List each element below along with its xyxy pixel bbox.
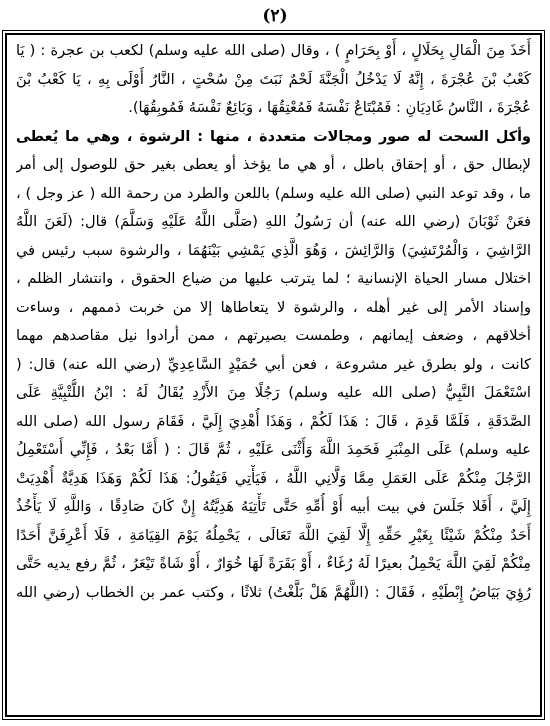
text-line: مِنْكُمْ لَقِيَ اللَّهَ يَحْمِلُ بعيرًا لَهُ رُغَاءٌ ، أَوْ بَقَرَةً لَهَا خُوَارٌ ، أَوْ شَاةً تَيْعَرُ ، ثُمَّ رفع يديه حَتَّى	[16, 555, 531, 572]
text-line: عُجْرَةَ ، النَّاسُ غَادِيَانِ : فَمُبْتَاعٌ نَفْسَهُ فَمُعْتِقُهَا ، وَبَائِعٌ نَفْسَهُ فَمُوبِقُهَا).	[128, 99, 531, 116]
text-line: الصَّدَقَةِ ، فَلَمَّا قَدِمَ ، قَالَ : هَذَا لَكُمْ ، وَهَذَا أُهْدِيَ إِلَيَّ ، فَقَامَ رسول الله (صلى الله	[16, 412, 531, 430]
text-line: اسْتَعْمَلَ النَّبِيُّ (صلى الله عليه وسلم) رَجُلًا مِنَ الأَزْدِ يُقَالُ لَهُ : ابْنُ اللُّتْبِيَّةِ عَلَى	[16, 384, 531, 401]
text-line: لإبطال حق ، أو إحقاق باطل ، أو هي ما يؤخذ أو يعطى بغير حق للوصول إلى أمر	[16, 156, 531, 173]
text-line: كانت ، ولو بطرق غير مشروعة ، فعن أبي حُمَيْدٍ السَّاعِدِيِّ (رضي الله عنه) قال: (	[16, 355, 531, 373]
text-line: اختلال مسار الحياة الإنسانية ؛ لما يترتب عليها من ضياع الحقوق ، وانتشار الظلم ،	[16, 270, 531, 287]
text-line: أَخَذَ مِنَ الْمَالِ بِحَلَالٍ ، أَوْ بِحَرَامٍ ) ، وقال (صلى الله عليه وسلم) لكعب بن عجرة : ( يَا	[16, 42, 531, 59]
text-line: رُؤِيَ بَيَاضُ إِبْطَيْهِ ، فَقَالَ : (اللَّهُمَّ هَلْ بَلَّغْتُ) ثلاثًا ، وكتب عمر بن الخطاب (رضي الله	[16, 583, 531, 601]
text-line: عليه وسلم) عَلَى المِنْبَرِ فَحَمِدَ اللَّهَ وَأَثْنَى عَلَيْهِ ، ثُمَّ قَالَ : ( أَمَّا بَعْدُ ، فَإِنِّي أَسْتَعْمِلُ	[16, 441, 531, 458]
text-line: الرَّجُلَ مِنْكُمْ عَلَى العَمَلِ مِمَّا وَلَّانِي اللَّهُ ، فَيَأْتِي فَيَقُولُ: هَذَا لَكُمْ وَهَذَا هَدِيَّةٌ أُهْدِيَتْ	[16, 469, 531, 487]
text-line: وإسناد الأمر إلى غير أهله ، والرشوة لا يتعاطاها إلا من خربت ذممهم ، وساءت	[16, 298, 531, 316]
text-line: إِلَيَّ ، أَفَلا جَلَسَ في بيت أبيه أَوْ أُمِّهِ حَتَّى تَأْتِيَهُ هَدِيَّتُهُ إِنْ كَانَ صَادِقًا ، وَاللَّهِ لَا يَأْخُذُ	[16, 498, 531, 515]
section-heading-line: وأكل السحت له صور ومجالات متعددة ، منها : الرشوة ، وهي ما يُعطى	[16, 128, 531, 145]
text-line: كَعْبُ بْنَ عُجْرَةَ ، إِنَّهُ لَا يَدْخُلُ الْجَنَّةَ لَحْمٌ نَبَتَ مِنْ سُحْتٍ ، النَّارُ أَوْلَى بِهِ ، يَا كَعْبُ بْنَ	[16, 70, 531, 88]
text-line: فعَنْ ثَوْبَانَ (رضي الله عنه) أن رَسُولُ اللهِ (صَلَّى اللَّهُ عَلَيْهِ وَسَلَّمَ) قال: (لَعَنَ اللَّهُ	[16, 213, 531, 230]
text-line: أخلاقهم ، وضعف إيمانهم ، وطمست بصيرتهم ، ممن أرادوا نيل مقاصدهم مهما	[16, 327, 531, 344]
text-line: ما ، وقد توعد النبي (صلى الله عليه وسلم) باللعن والطرد من رحمة الله ( عز وجل ) ،	[16, 184, 531, 202]
text-line: أَحَدٌ مِنْكُمْ شَيْئًا بِغَيْرِ حَقِّهِ إِلَّا لَقِيَ اللَّهَ تَعَالَى ، يَحْمِلُهُ يَوْمَ القِيَامَةِ ، فَلَا أَعْرِفَنَّ أَحَدًا	[16, 526, 531, 544]
page-number: (٢)	[262, 6, 288, 26]
text-line: الرَّاشِيَ ، وَالْمُرْتَشِيَ) وَالرَّائِشَ ، وَهُوَ الَّذِي يَمْشِي بَيْنَهُمَا ، والرشوة سبب رئيس في	[16, 241, 531, 259]
text-frame	[5, 33, 542, 717]
